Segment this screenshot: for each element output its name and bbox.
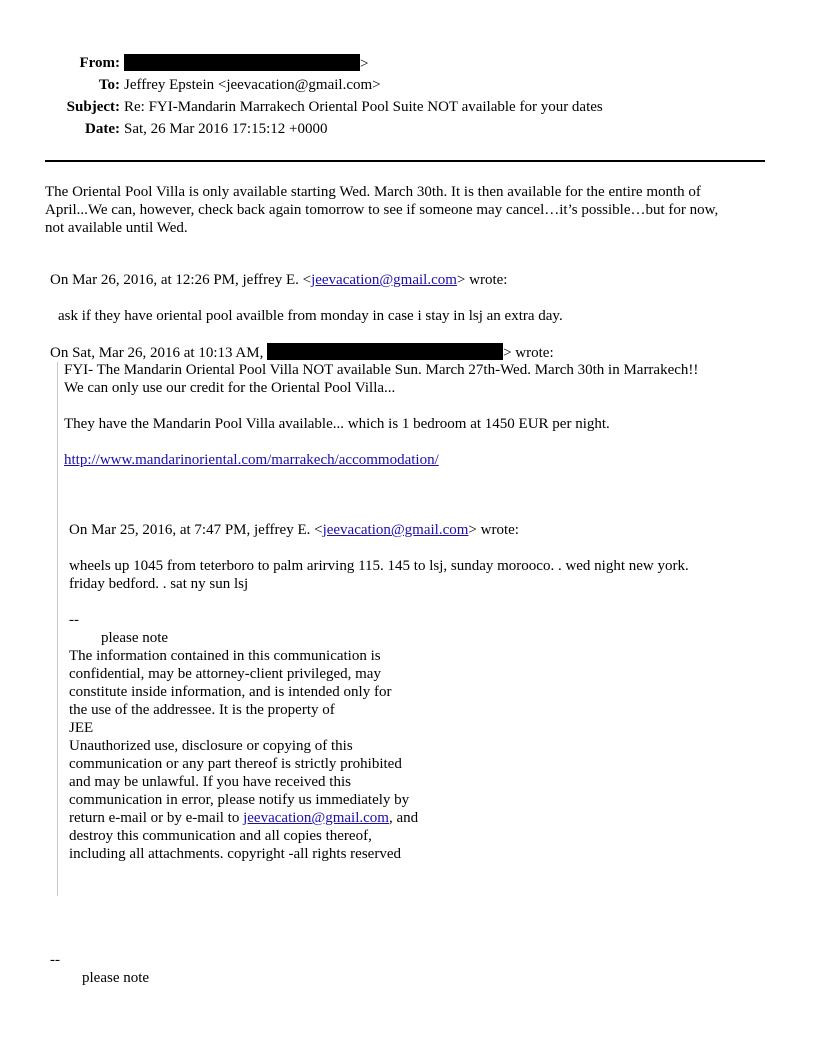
- body-line-3: not available until Wed.: [45, 220, 188, 236]
- signature-line: constitute inside information, and is intended only for: [69, 684, 392, 700]
- body-line-1: The Oriental Pool Villa is only available starting Wed. March 30th. It is then available for the entire month of: [45, 184, 701, 200]
- footer-dashes: --: [50, 952, 60, 968]
- quote2-line-1: FYI- The Mandarin Oriental Pool Villa NOT available Sun. March 27th-Wed. March 30th in Marrakech!!: [64, 362, 699, 378]
- quote2-attrib-prefix: On Sat, Mar 26, 2016 at 10:13 AM,: [50, 345, 264, 361]
- signature-line: and may be unlawful. If you have received this: [69, 774, 351, 790]
- signature-return-prefix: return e-mail or by e-mail to: [69, 810, 244, 826]
- quote2-line-2: We can only use our credit for the Oriental Pool Villa...: [64, 380, 396, 396]
- footer-please-note: please note: [82, 970, 150, 986]
- signature-line: JEE: [69, 720, 94, 736]
- signature-line: including all attachments. copyright -all rights reserved: [69, 846, 401, 862]
- signature-line: The information contained in this communication is: [69, 648, 381, 664]
- quote1-attribution: [50, 271, 507, 289]
- quote-bar: [57, 362, 58, 896]
- date-value: Sat, 26 Mar 2016 17:15:12 +0000: [124, 121, 328, 137]
- quote1-email-link[interactable]: jeevacation@gmail.com: [311, 272, 457, 288]
- quote1-attrib-prefix: On Mar 26, 2016, at 12:26 PM, jeffrey E. <: [50, 272, 312, 288]
- accommodation-link[interactable]: http://www.mandarinoriental.com/marrakech/accommodation/: [64, 452, 439, 468]
- signature-line: the use of the addressee. It is the property of: [69, 702, 335, 718]
- quote3-email-link[interactable]: jeevacation@gmail.com: [322, 522, 469, 538]
- subject-value: Re: FYI-Mandarin Marrakech Oriental Pool Suite NOT available for your dates: [124, 99, 603, 115]
- subject-label: Subject:: [66, 99, 120, 115]
- signature-line: confidential, may be attorney-client privileged, may: [69, 666, 381, 682]
- from-label: From:: [79, 55, 120, 71]
- signature-line: Unauthorized use, disclosure or copying of this: [69, 738, 353, 754]
- signature-please-note: please note: [101, 630, 169, 646]
- signature-return-line: [69, 809, 418, 827]
- quote3-attrib-suffix: > wrote:: [468, 522, 519, 538]
- quote3-line-2: friday bedford. . sat ny sun lsj: [69, 576, 249, 592]
- header-divider: [45, 160, 765, 162]
- quote2-attrib-suffix: > wrote:: [503, 345, 554, 361]
- quote3-attrib-prefix: On Mar 25, 2016, at 7:47 PM, jeffrey E. <: [69, 522, 323, 538]
- from-suffix: >: [360, 56, 369, 72]
- signature-return-suffix: , and: [388, 810, 419, 826]
- signature-line: communication or any part thereof is strictly prohibited: [69, 756, 402, 772]
- redaction-box: [124, 54, 360, 71]
- signature-line: communication in error, please notify us immediately by: [69, 792, 410, 808]
- date-label: Date:: [85, 121, 120, 137]
- signature-line: destroy this communication and all copies thereof,: [69, 828, 372, 844]
- signature-dashes: --: [69, 612, 79, 628]
- signature-email-link[interactable]: jeevacation@gmail.com: [243, 810, 389, 826]
- quote1-attrib-suffix: > wrote:: [456, 272, 508, 288]
- body-line-2: April...We can, however, check back again tomorrow to see if someone may cancel…it’s possible…but for now,: [45, 202, 719, 218]
- redaction-box: [267, 343, 503, 360]
- to-label: To:: [98, 77, 120, 93]
- quote2-attribution: [50, 343, 554, 362]
- quote2-line-3: They have the Mandarin Pool Villa available... which is 1 bedroom at 1450 EUR per night.: [64, 416, 610, 432]
- quote3-line-1: wheels up 1045 from teterboro to palm arirving 115. 145 to lsj, sunday morooco. . wed night new york.: [69, 558, 689, 574]
- from-value: [124, 54, 368, 73]
- quote3-attribution: [69, 521, 519, 539]
- to-value: Jeffrey Epstein <jeevacation@gmail.com>: [124, 77, 381, 93]
- quote1-text: ask if they have oriental pool availble from monday in case i stay in lsj an extra day.: [58, 308, 563, 324]
